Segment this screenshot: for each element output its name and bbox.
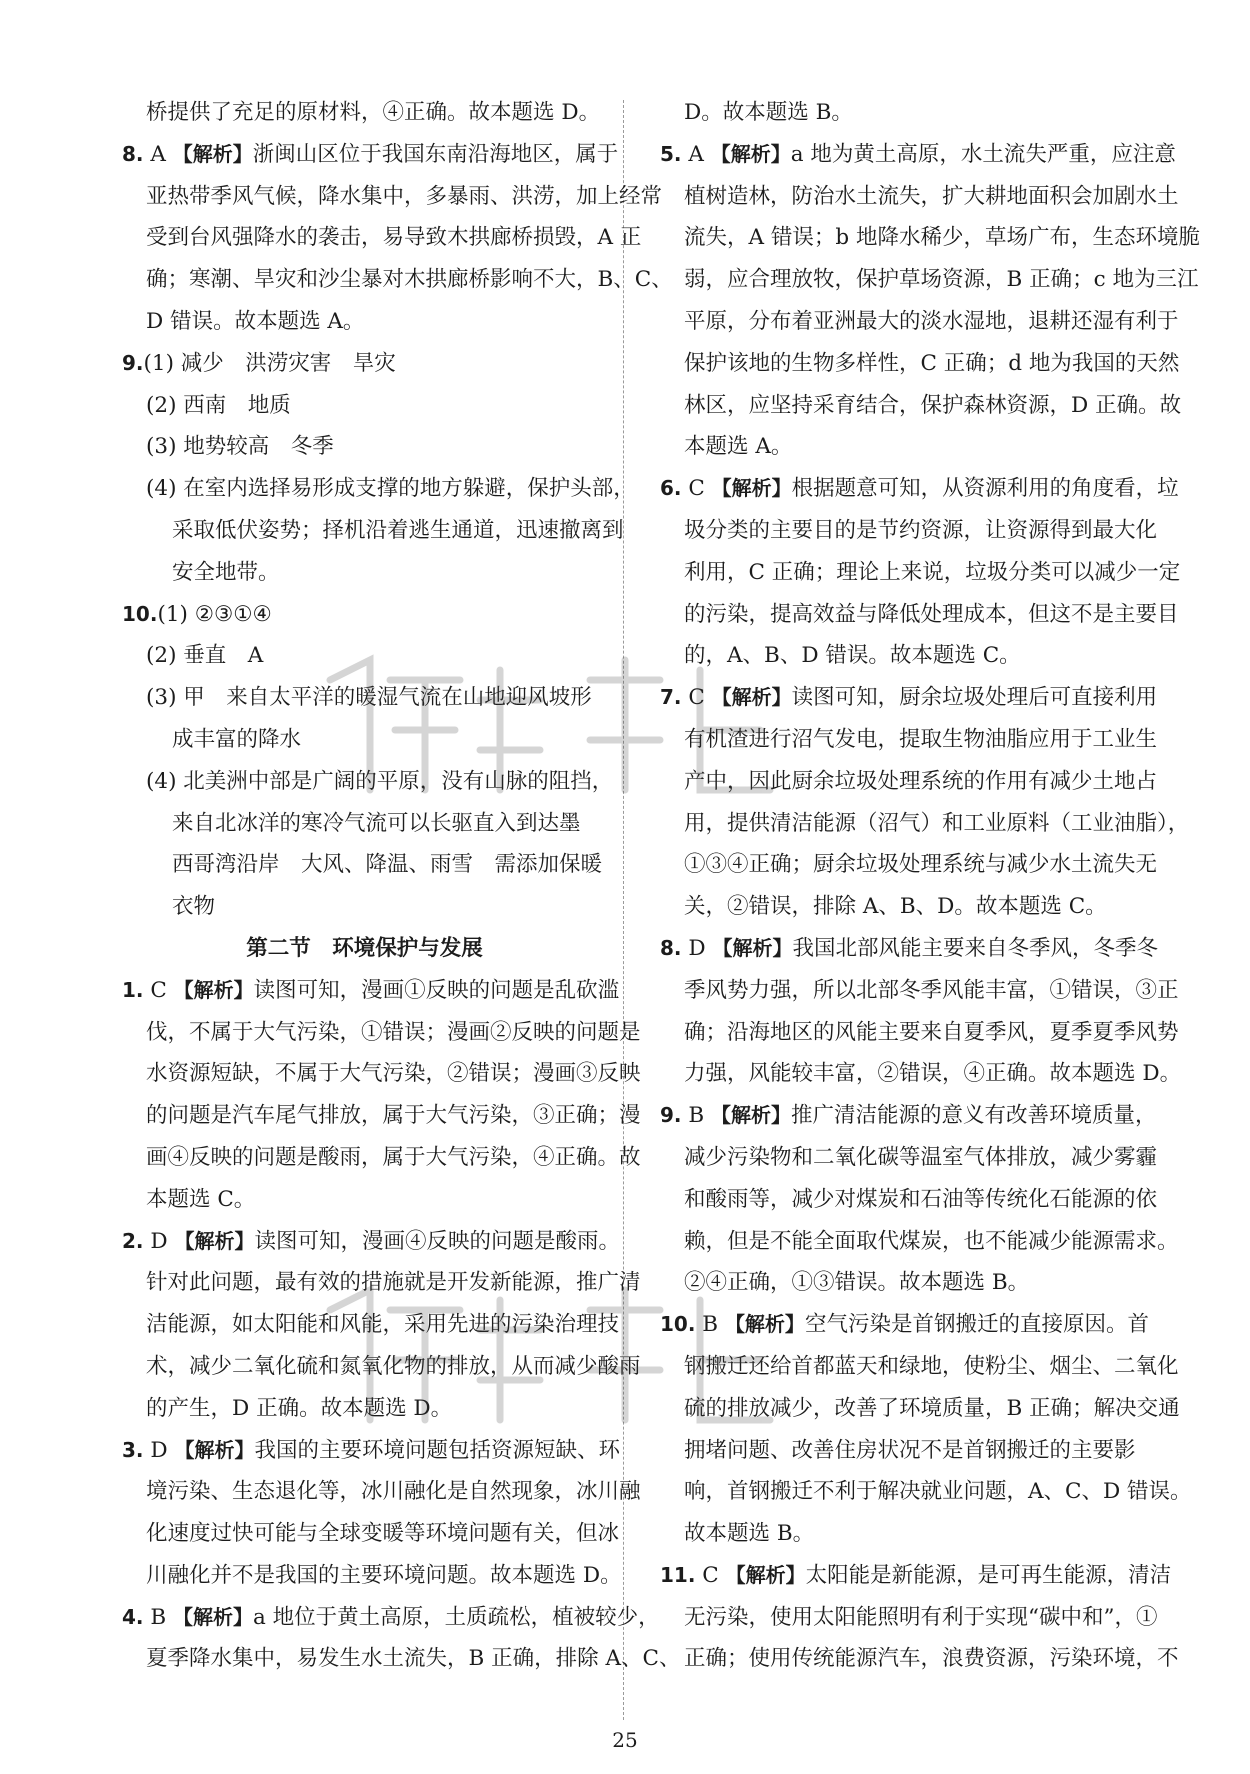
text-line	[122, 510, 624, 552]
answer-item-start	[660, 1555, 1172, 1597]
line-text: (2) 西南 地质	[146, 392, 291, 418]
text-line	[660, 635, 1142, 677]
analysis-tag: 【解析】	[711, 476, 792, 501]
text-line	[122, 1346, 641, 1388]
line-text: 画④反映的问题是酸雨，属于大气污染，④正确。故	[146, 1144, 641, 1170]
line-text: 平原，分布着亚洲最大的淡水湿地，退耕还湿有利于	[684, 308, 1179, 334]
line-text: 本题选 C。	[146, 1186, 256, 1212]
text-line	[660, 301, 1179, 343]
text-line	[660, 844, 1158, 886]
answer-letter: A	[688, 141, 704, 167]
line-text: 采取低伏姿势；择机沿着逃生通道，迅速撤离到	[172, 517, 624, 543]
analysis-tag: 【解析】	[173, 1604, 254, 1629]
item-number: 7.	[660, 685, 682, 710]
text-line	[660, 1388, 1180, 1430]
line-text: 植树造林，防治水土流失，扩大耕地面积会加剧水土	[684, 183, 1179, 209]
answer-letter: C	[150, 977, 167, 1003]
text-line	[660, 1430, 1142, 1472]
text-line	[122, 844, 607, 886]
text-line	[660, 970, 1179, 1012]
answer-letter: C	[688, 685, 705, 711]
analysis-tag: 【解析】	[725, 1562, 806, 1587]
line-text: 流失，A 错误；b 地降水稀少，草场广布，生态环境脆	[684, 225, 1200, 251]
line-text: 有机渣进行沼气发电，提取生物油脂应用于工业生	[684, 726, 1158, 752]
text-line	[122, 1388, 607, 1430]
section-title: 第二节 环境保护与发展	[246, 935, 483, 961]
item-number: 3.	[122, 1437, 144, 1462]
text-line	[660, 92, 1142, 134]
answer-item-start	[660, 928, 1158, 970]
text-line	[122, 1262, 641, 1304]
line-text: 产中，因此厨余垃圾处理系统的作用有减少土地占	[684, 768, 1158, 794]
answer-item-start	[122, 134, 619, 176]
item-number: 5.	[660, 141, 682, 166]
analysis-tag: 【解析】	[173, 977, 254, 1002]
line-text: 硫的排放减少，改善了环境质量，B 正确；解决交通	[684, 1395, 1180, 1421]
text-line	[660, 176, 1179, 218]
line-text: 圾分类的主要目的是节约资源，让资源得到最大化	[684, 517, 1158, 543]
answer-letter: C	[688, 476, 705, 502]
line-text: 成丰富的降水	[172, 726, 302, 752]
item-number: 4.	[122, 1604, 144, 1629]
line-text: 化速度过快可能与全球变暖等环境问题有关，但冰	[146, 1521, 620, 1547]
text-line	[122, 92, 607, 134]
answer-letter: C	[702, 1562, 719, 1588]
text-line	[660, 1513, 1142, 1555]
text-line	[122, 1012, 641, 1054]
text-line	[122, 635, 607, 677]
text-line	[660, 886, 1142, 928]
text-line	[660, 1597, 1158, 1639]
line-text: 我国北部风能主要来自冬季风，冬季冬	[792, 935, 1158, 961]
line-text: 减少污染物和二氧化碳等温室气体排放，减少雾霾	[684, 1144, 1158, 1170]
line-text: 我国的主要环境问题包括资源短缺、环	[254, 1437, 620, 1463]
line-text: 安全地带。	[172, 559, 280, 585]
line-text: 的，A、B、D 错误。故本题选 C。	[684, 643, 1021, 669]
text-line	[122, 552, 607, 594]
answer-item-start	[660, 677, 1158, 719]
line-text: 弱，应合理放牧，保护草场资源，B 正确；c 地为三江	[684, 267, 1199, 293]
answer-item-start	[660, 1095, 1157, 1137]
answer-letter: D	[150, 1437, 168, 1463]
line-text: (1) ②③①④	[157, 601, 272, 627]
line-text: 伐，不属于大气污染，①错误；漫画②反映的问题是	[146, 1019, 641, 1045]
text-line	[660, 1262, 1142, 1304]
analysis-tag: 【解析】	[710, 141, 791, 166]
line-text: 针对此问题，最有效的措施就是开发新能源，推广清	[146, 1270, 641, 1296]
line-text: 拥堵问题、改善住房状况不是首钢搬迁的主要影	[684, 1437, 1136, 1463]
line-text: 推广清洁能源的意义有改善环境质量，	[791, 1103, 1157, 1129]
line-text: 读图可知，厨余垃圾处理后可直接利用	[791, 685, 1158, 711]
line-text: 故本题选 B。	[684, 1521, 815, 1547]
text-line	[122, 426, 607, 468]
line-text: 水资源短缺，不属于大气污染，②错误；漫画③反映	[146, 1061, 641, 1087]
item-number: 10.	[660, 1312, 696, 1337]
text-line	[660, 343, 1180, 385]
text-line	[660, 510, 1158, 552]
text-line	[122, 1513, 620, 1555]
line-text: (4) 在室内选择易形成支撑的地方躲避，保护头部，	[146, 476, 635, 502]
text-line	[122, 1095, 641, 1137]
item-number: 10.	[122, 601, 158, 626]
text-line	[660, 719, 1158, 761]
answer-item-start	[122, 1221, 620, 1263]
analysis-tag: 【解析】	[711, 1103, 792, 1128]
line-text: D 错误。故本题选 A。	[146, 308, 365, 334]
line-text: 境污染、生态退化等，冰川融化是自然现象，冰川融	[146, 1479, 641, 1505]
answer-letter: B	[150, 1604, 167, 1630]
analysis-tag: 【解析】	[711, 685, 792, 710]
text-line	[660, 1179, 1158, 1221]
text-line	[660, 1346, 1179, 1388]
line-text: 关，②错误，排除 A、B、D。故本题选 C。	[684, 894, 1107, 920]
line-text: 季风势力强，所以北部冬季风能丰富，①错误，③正	[684, 977, 1179, 1003]
line-text: 读图可知，漫画①反映的问题是乱砍滥	[253, 977, 620, 1003]
text-line	[660, 259, 1199, 301]
line-text: ①③④正确；厨余垃圾处理系统与减少水土流失无	[684, 852, 1158, 878]
line-text: 衣物	[172, 894, 216, 920]
line-text: (2) 垂直 A	[146, 643, 264, 669]
text-line	[122, 886, 607, 928]
text-line	[122, 1137, 641, 1179]
item-number: 9.	[660, 1103, 682, 1128]
item-number: 1.	[122, 977, 144, 1002]
text-line	[122, 1179, 607, 1221]
analysis-tag: 【解析】	[712, 935, 793, 960]
line-text: 力强，风能较丰富，②错误，④正确。故本题选 D。	[684, 1061, 1182, 1087]
page-number: 25	[612, 1728, 638, 1752]
line-text: 赖，但是不能全面取代煤炭，也不能减少能源需求。	[684, 1228, 1179, 1254]
line-text: 亚热带季风气候，降水集中，多暴雨、洪涝，加上经常	[146, 183, 663, 209]
line-text: a 地为黄土高原，水土流失严重，应注意	[790, 141, 1176, 167]
answer-item-start	[660, 1304, 1149, 1346]
line-text: 根据题意可知，从资源利用的角度看，垃	[791, 476, 1179, 502]
text-line	[122, 761, 614, 803]
line-text: 川融化并不是我国的主要环境问题。故本题选 D。	[146, 1562, 622, 1588]
text-line	[660, 803, 1190, 845]
line-text: a 地位于黄土高原，土质疏松，植被较少，	[253, 1604, 660, 1630]
line-text: 无污染，使用太阳能照明有利于实现“碳中和”，①	[684, 1604, 1158, 1630]
text-line	[122, 1638, 681, 1680]
analysis-tag: 【解析】	[174, 1228, 255, 1253]
text-line	[122, 301, 607, 343]
answer-item-start	[660, 468, 1179, 510]
item-number: 2.	[122, 1228, 144, 1253]
item-number: 9.	[122, 350, 144, 375]
line-text: 夏季降水集中，易发生水土流失，B 正确，排除 A、C、	[146, 1646, 681, 1672]
line-text: 林区，应坚持采育结合，保护森林资源，D 正确。故	[684, 392, 1182, 418]
item-number: 11.	[660, 1562, 696, 1587]
line-text: 确；寒潮、旱灾和沙尘暴对木拱廊桥影响不大，B、C、	[146, 267, 673, 293]
line-text: 术，减少二氧化硫和氮氧化物的排放，从而减少酸雨	[146, 1353, 641, 1379]
text-line	[122, 468, 635, 510]
answer-item-start	[122, 594, 607, 636]
text-line	[122, 1555, 622, 1597]
line-text: 读图可知，漫画④反映的问题是酸雨。	[254, 1228, 620, 1254]
text-line	[660, 385, 1182, 427]
answer-letter: B	[702, 1312, 719, 1338]
text-line	[122, 176, 663, 218]
line-text: (1) 减少 洪涝灾害 旱灾	[143, 350, 396, 376]
analysis-tag: 【解析】	[172, 141, 253, 166]
line-text: 钢搬迁还给首都蓝天和绿地，使粉尘、烟尘、二氧化	[684, 1353, 1179, 1379]
line-text: (3) 地势较高 冬季	[146, 434, 334, 460]
text-line	[660, 1137, 1158, 1179]
line-text: 利用，C 正确；理论上来说，垃圾分类可以减少一定	[684, 559, 1181, 585]
line-text: 用，提供清洁能源（沼气）和工业原料（工业油脂），	[684, 810, 1190, 836]
text-line	[660, 1471, 1192, 1513]
text-line	[660, 1053, 1182, 1095]
answer-letter: B	[688, 1103, 705, 1129]
analysis-tag: 【解析】	[174, 1437, 255, 1462]
item-number: 6.	[660, 476, 682, 501]
text-line	[660, 594, 1179, 636]
answer-item-start	[660, 134, 1176, 176]
line-text: 和酸雨等，减少对煤炭和石油等传统化石能源的依	[684, 1186, 1158, 1212]
line-text: 洁能源，如太阳能和风能，采用先进的污染治理技	[146, 1312, 620, 1338]
text-line	[660, 1012, 1179, 1054]
text-line	[122, 259, 673, 301]
text-line	[122, 1304, 620, 1346]
line-text: 的产生，D 正确。故本题选 D。	[146, 1395, 453, 1421]
line-text: 浙闽山区位于我国东南沿海地区，属于	[252, 141, 619, 167]
line-text: D。故本题选 B。	[684, 100, 853, 125]
answer-letter: A	[150, 141, 166, 167]
line-text: 正确；使用传统能源汽车，浪费资源，污染环境，不	[684, 1646, 1179, 1672]
text-line	[122, 1471, 641, 1513]
line-text: 空气污染是首钢搬迁的直接原因。首	[804, 1312, 1149, 1338]
text-line	[660, 1221, 1179, 1263]
line-text: 太阳能是新能源，是可再生能源，清洁	[805, 1562, 1172, 1588]
line-text: 西哥湾沿岸 大风、降温、雨雪 需添加保暖	[172, 852, 603, 878]
text-line	[660, 761, 1158, 803]
line-text: 保护该地的生物多样性，C 正确；d 地为我国的天然	[684, 350, 1180, 376]
answer-item-start	[122, 1597, 660, 1639]
item-number: 8.	[122, 141, 144, 166]
line-text: 桥提供了充足的原材料，④正确。故本题选 D。	[146, 100, 601, 125]
line-text: (4) 北美洲中部是广阔的平原，没有山脉的阻挡，	[146, 768, 614, 794]
line-text: 来自北冰洋的寒冷气流可以长驱直入到达墨	[172, 810, 581, 836]
text-line	[122, 1053, 641, 1095]
text-line	[660, 426, 1142, 468]
text-line	[660, 217, 1200, 259]
line-text: 的问题是汽车尾气排放，属于大气污染，③正确；漫	[146, 1103, 641, 1129]
line-text: 受到台风强降水的袭击，易导致木拱廊桥损毁，A 正	[146, 225, 642, 251]
line-text: 的污染，提高效益与降低处理成本，但这不是主要目	[684, 601, 1179, 627]
answer-item-start	[122, 970, 620, 1012]
line-text: ②④正确，①③错误。故本题选 B。	[684, 1270, 1030, 1296]
text-line	[660, 1638, 1179, 1680]
line-text: 响，首钢搬迁不利于解决就业问题，A、C、D 错误。	[684, 1479, 1192, 1505]
answer-item-start	[122, 1430, 620, 1472]
text-line	[122, 803, 607, 845]
item-number: 8.	[660, 935, 682, 960]
right-column	[660, 92, 1200, 1680]
answer-item-start	[122, 343, 607, 385]
line-text: 本题选 A。	[684, 434, 793, 460]
answer-letter: D	[688, 935, 706, 961]
analysis-tag: 【解析】	[724, 1312, 805, 1337]
text-line	[660, 552, 1181, 594]
text-line	[122, 677, 607, 719]
text-line	[122, 385, 607, 427]
text-line	[122, 719, 607, 761]
line-text: (3) 甲 来自太平洋的暖湿气流在山地迎风坡形	[146, 685, 592, 711]
answer-letter: D	[150, 1228, 168, 1254]
line-text: 确；沿海地区的风能主要来自夏季风，夏季夏季风势	[684, 1019, 1179, 1045]
text-line	[122, 217, 642, 259]
